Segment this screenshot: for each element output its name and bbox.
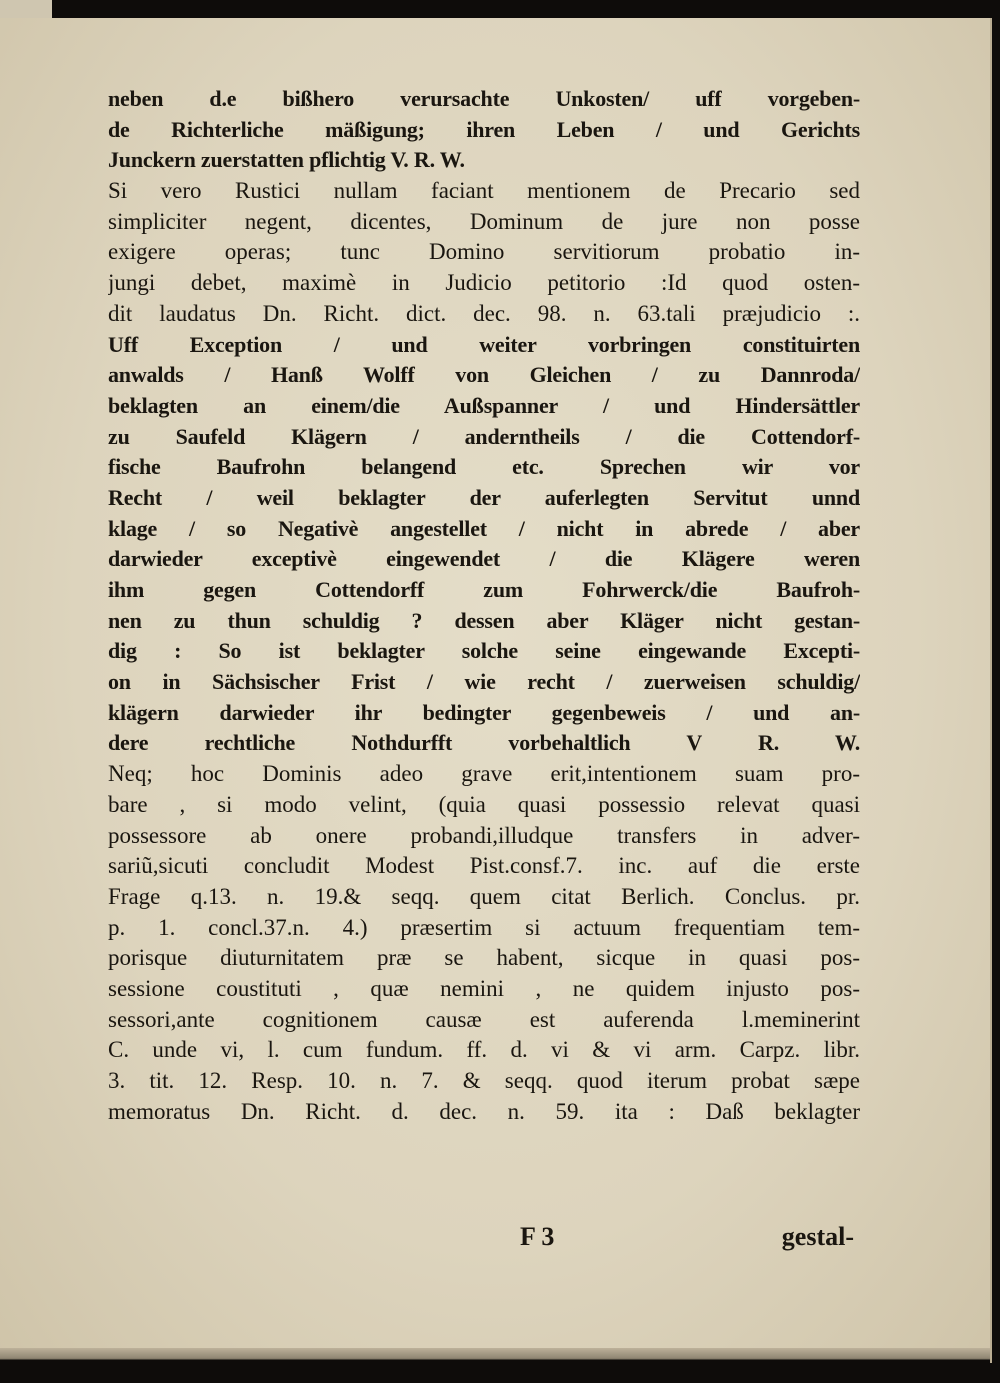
text-line: ihm gegen Cottendorff zum Fohrwerck/die Baufroh- (108, 577, 860, 602)
text-line: sessori,ante cognitionem causæ est auferenda l.meminerint (108, 1006, 860, 1032)
text-line: nen zu thun schuldig ? dessen aber Kläger nicht gestan- (108, 607, 860, 633)
text-line: Frage q.13. n. 19.& seqq. quem citat Berlich. Conclus. pr. (108, 883, 860, 909)
text-line: memoratus Dn. Richt. d. dec. n. 59. ita : Daß beklagter (108, 1098, 860, 1124)
text-line: Neq; hoc Dominis adeo grave erit,intentionem suam pro- (108, 761, 860, 787)
text-line: simpliciter negent, dicentes, Dominum de jure non posse (108, 208, 860, 234)
text-line: klage / so Negativè angestellet / nicht in abrede / aber (108, 515, 860, 541)
text-line: porisque diuturnitatem præ se habent, sicque in quasi pos- (108, 945, 860, 971)
text-line: p. 1. concl.37.n. 4.) præsertim si actuum frequentiam tem- (108, 914, 860, 940)
page-footer (108, 1222, 860, 1258)
text-line: Uff Exception / und weiter vorbringen constituirten (108, 331, 860, 357)
catchword: gestal- (781, 1222, 854, 1251)
text-line: neben d.e bißhero verursachte Unkosten/ uff vorgeben- (108, 86, 860, 111)
text-line: possessore ab onere probandi,illudque transfers in adver- (108, 822, 860, 848)
paper-edge-strip (0, 0, 52, 20)
text-line: Recht / weil beklagter der auferlegten Servitut unnd (108, 484, 860, 510)
text-block (108, 84, 860, 1127)
text-line: de Richterliche mäßigung; ihren Leben / und Gerichts (108, 116, 860, 142)
text-line: klägern darwieder ihr bedingter gegenbeweis / und an- (108, 699, 860, 725)
text-line: sessione coustituti , quæ nemini , ne quidem injusto pos- (108, 975, 860, 1001)
text-line: beklagten an einem/die Außspanner / und Hindersättler (108, 392, 860, 418)
text-line: exigere operas; tunc Domino servitiorum probatio in- (108, 239, 860, 265)
text-line: 3. tit. 12. Resp. 10. n. 7. & seqq. quod iterum probat sæpe (108, 1068, 860, 1093)
text-line: bare , si modo velint, (quia quasi possessio relevat quasi (108, 791, 860, 817)
text-line: sariũ,sicuti concludit Modest Pist.consf.7. inc. auf die erste (108, 853, 860, 879)
text-line: Junckern zuerstatten pflichtig V. R. W. (108, 147, 465, 173)
text-line: dig : So ist beklagter solche seine eingewande Excepti- (108, 638, 860, 664)
text-line: jungi debet, maximè in Judicio petitorio :Id quod osten- (108, 270, 860, 296)
text-line: fische Baufrohn belangend etc. Sprechen wir vor (108, 454, 860, 480)
page-bottom-edge (0, 1348, 990, 1383)
signature-mark: F 3 (520, 1222, 555, 1251)
text-line: Si vero Rustici nullam faciant mentionem de Precario sed (108, 178, 860, 204)
text-line: dit laudatus Dn. Richt. dict. dec. 98. n. 63.tali præjudicio :. (108, 300, 860, 326)
text-line: on in Sächsischer Frist / wie recht / zuerweisen schuldig/ (108, 669, 860, 695)
text-line: dere rechtliche Nothdurfft vorbehaltlich V R. W. (108, 730, 860, 756)
text-line: anwalds / Hanß Wolff von Gleichen / zu Dannroda/ (108, 362, 860, 388)
text-line: C. unde vi, l. cum fundum. ff. d. vi & vi arm. Carpz. libr. (108, 1037, 860, 1063)
text-line: darwieder exceptivè eingewendet / die Klägere weren (108, 546, 860, 572)
text-line: zu Saufeld Klägern / anderntheils / die Cottendorf- (108, 423, 860, 449)
